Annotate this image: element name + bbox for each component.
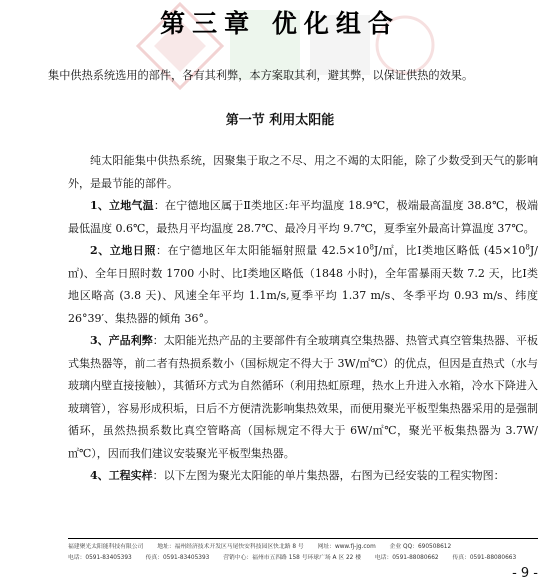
product-text: ：太阳能光热产品的主要部件有全玻璃真空集热器、热管式真空管集热器、平板式集热器等，前二者有热损系数小（国标规定不得大于 3W/㎡℃）的优点，但因是直热式（水与玻璃内壁直接接触），其循环方式为自然循环（利用热虹原理，热水上升进入水箱，冷水下降进入玻璃管），容易形成积垢，日后不方便清洗影响集热效果，而便用聚光平板型集热器采用的是强制循环，虽然热损系数比真空管略高（国标规定不得大于 6W/㎡℃，聚光平板集热器为 3.7W/㎡℃），因而我们建议安装聚光平板型集热器。 [68,334,539,460]
footer-sales-phone: 电话：0591-88080662 [374,555,439,561]
footer-rule [68,538,538,539]
footer-phone: 电话：0591-83405393 [68,555,132,561]
paragraph-solar-intro-text: 纯太阳能集中供热系统，因聚集于取之不尽、用之不竭的太阳能，除了少数受到天气的影响外，是最节能的部件。 [68,154,538,190]
climate-label: 1、立地气温 [90,199,154,212]
body-text [68,150,538,488]
footer-address: 地址：福州经济技术开发区马尾快安科技园区快北路 8 号 [157,544,304,550]
footer-website-link[interactable]: 网址：www.fj-jg.com [317,544,376,550]
paragraph-sunshine [68,240,538,330]
sunshine-text-c: J/㎡)、全年日照时数 1700 小时、比Ⅰ类地区略低（1848 小时)，全年雷暴雨天数 7.2 天，比Ⅰ类地区略高 (3.8 天)、风速全年平均 1.1m/s,夏季平均 1.37 m/s、冬季平均 0.93 m/s、纬度 26°39′、集热器的倾角 36°。 [68,244,539,325]
paragraph-climate [68,195,538,240]
footer-line-1 [68,541,548,550]
sunshine-text-a: ：在宁德地区年太阳能辐射照量 42.5×10 [155,244,370,257]
climate-text: ：在宁德地区属于Ⅱ类地区:年平均温度 18.9℃，极端最高温度 38.8℃，极端最低温度 0.6℃，最热月平均温度 28.7℃、最冷月平均 9.7℃，夏季室外最高计算温度 37℃。 [68,199,538,235]
footer-line-2 [68,552,548,561]
paragraph-sample [68,465,538,488]
sunshine-exponent-b: 8 [525,243,530,252]
footer-fax: 传真：0591-83405393 [145,555,210,561]
footer-qq: 企业 QQ：690508612 [389,544,452,550]
sunshine-text-b: J/㎡，比Ⅰ类地区略低 (45×10 [373,244,526,257]
sample-text: ：以下左图为聚光太阳能的单片集热器，右图为已经安装的工程实物图： [152,469,505,482]
paragraph-product [68,330,538,465]
page-number: - 9 - [512,566,538,581]
paragraph-solar-intro [68,150,538,195]
sample-label: 4、工程实样 [90,469,153,482]
product-label: 3、产品利弊 [90,334,153,347]
footer-sales-fax: 传真：0591-88080663 [452,555,517,561]
chapter-intro: 集中供热系统选用的部件，各有其利弊，本方案取其利，避其弊，以保证供热的效果。 [48,69,474,82]
footer-company: 福建聚光太阳能科技有限公司 [68,544,144,550]
section-title: 第一节 利用太阳能 [225,113,335,128]
sunshine-exponent-a: 8 [369,243,374,252]
chapter-title: 第三章 优化组合 [160,9,400,38]
sunshine-label: 2、立地日照 [90,244,156,257]
footer-sales-center: 营销中心：福州市五四路 158 号环球广场 A 区 22 楼 [223,555,361,561]
